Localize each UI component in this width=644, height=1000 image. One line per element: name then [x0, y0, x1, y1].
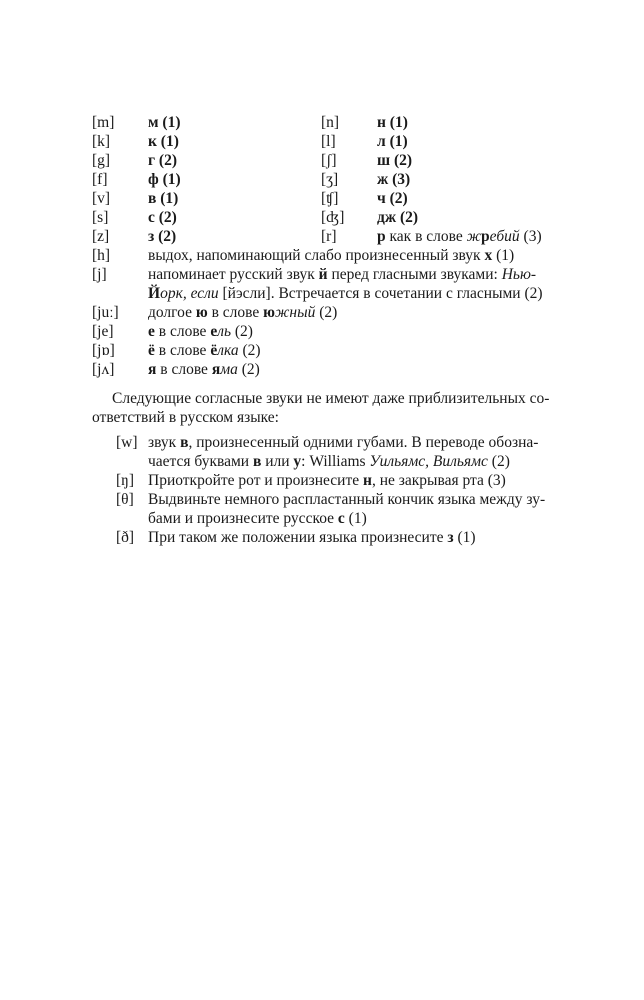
description: При таком же положении языка произнесите з (1) — [148, 529, 476, 546]
description-line-2: бами и произнесите русское с (1) — [148, 510, 367, 527]
description: долгое ю в слове южный (2) — [148, 304, 338, 321]
letter-label: дж (2) — [377, 209, 419, 226]
ipa-symbol: [m] — [92, 114, 115, 131]
letter-label-r: р как в слове жребий (3) — [377, 228, 542, 245]
description-line-1: звук в, произнесенный одними губами. В переводе обозна- — [148, 434, 539, 451]
ipa-symbol: [ʧ] — [321, 190, 339, 207]
letter-label: в (1) — [148, 190, 179, 207]
paragraph-line: ответствий в русском языке: — [92, 409, 279, 426]
description: выдох, напоминающий слабо произнесенный звук х (1) — [148, 247, 515, 264]
letter-label: к (1) — [148, 133, 179, 150]
letter-label: ф (1) — [148, 171, 181, 188]
letter-label: м (1) — [148, 114, 181, 131]
letter-label: л (1) — [377, 133, 408, 150]
description-line-1: напоминает русский звук й перед гласными звуками: Нью- — [148, 266, 537, 283]
description-line-2: Йорк, если [йэсли]. Встречается в сочетании с гласными (2) — [148, 285, 543, 302]
ipa-symbol: [z] — [92, 228, 110, 245]
ipa-symbol: [v] — [92, 190, 111, 207]
ipa-symbol: [ʒ] — [321, 171, 339, 188]
description: я в слове яма (2) — [148, 361, 260, 378]
ipa-symbol: [ð] — [116, 529, 135, 546]
ipa-symbol: [j] — [92, 266, 107, 283]
ipa-symbol: [h] — [92, 247, 111, 264]
paragraph-line: Следующие согласные звуки не имеют даже приблизительных со- — [112, 390, 550, 407]
letter-label: з (2) — [148, 228, 177, 245]
ipa-symbol: [jɒ] — [92, 342, 115, 359]
ipa-symbol: [f] — [92, 171, 108, 188]
letter-label: ч (2) — [377, 190, 408, 207]
letter-label: с (2) — [148, 209, 177, 226]
letter-label: ж (3) — [377, 171, 411, 188]
ipa-symbol: [ʤ] — [321, 209, 345, 226]
description: ё в слове ёлка (2) — [148, 342, 261, 359]
ipa-symbol: [w] — [116, 434, 138, 451]
description: е в слове ель (2) — [148, 323, 253, 340]
ipa-symbol: [je] — [92, 323, 114, 340]
ipa-symbol: [juː] — [92, 304, 119, 321]
ipa-symbol: [g] — [92, 152, 111, 169]
ipa-symbol: [jʌ] — [92, 361, 115, 378]
description-line-1: Выдвиньте немного распластанный кончик языка между зу- — [148, 491, 546, 508]
ipa-symbol: [n] — [321, 114, 340, 131]
description-line-2: чается буквами в или у: Williams Уильямс, Вильямс (2) — [148, 453, 510, 470]
ipa-symbol: [ŋ] — [116, 472, 134, 489]
letter-label: ш (2) — [377, 152, 413, 169]
letter-label: г (2) — [148, 152, 177, 169]
ipa-symbol: [r] — [321, 228, 337, 245]
ipa-symbol: [l] — [321, 133, 336, 150]
ipa-symbol: [ʃ] — [321, 152, 337, 169]
ipa-symbol: [k] — [92, 133, 111, 150]
description: Приоткройте рот и произнесите н, не закрывая рта (3) — [148, 472, 506, 489]
ipa-symbol: [s] — [92, 209, 109, 226]
ipa-symbol: [θ] — [116, 491, 134, 508]
letter-label: н (1) — [377, 114, 408, 131]
